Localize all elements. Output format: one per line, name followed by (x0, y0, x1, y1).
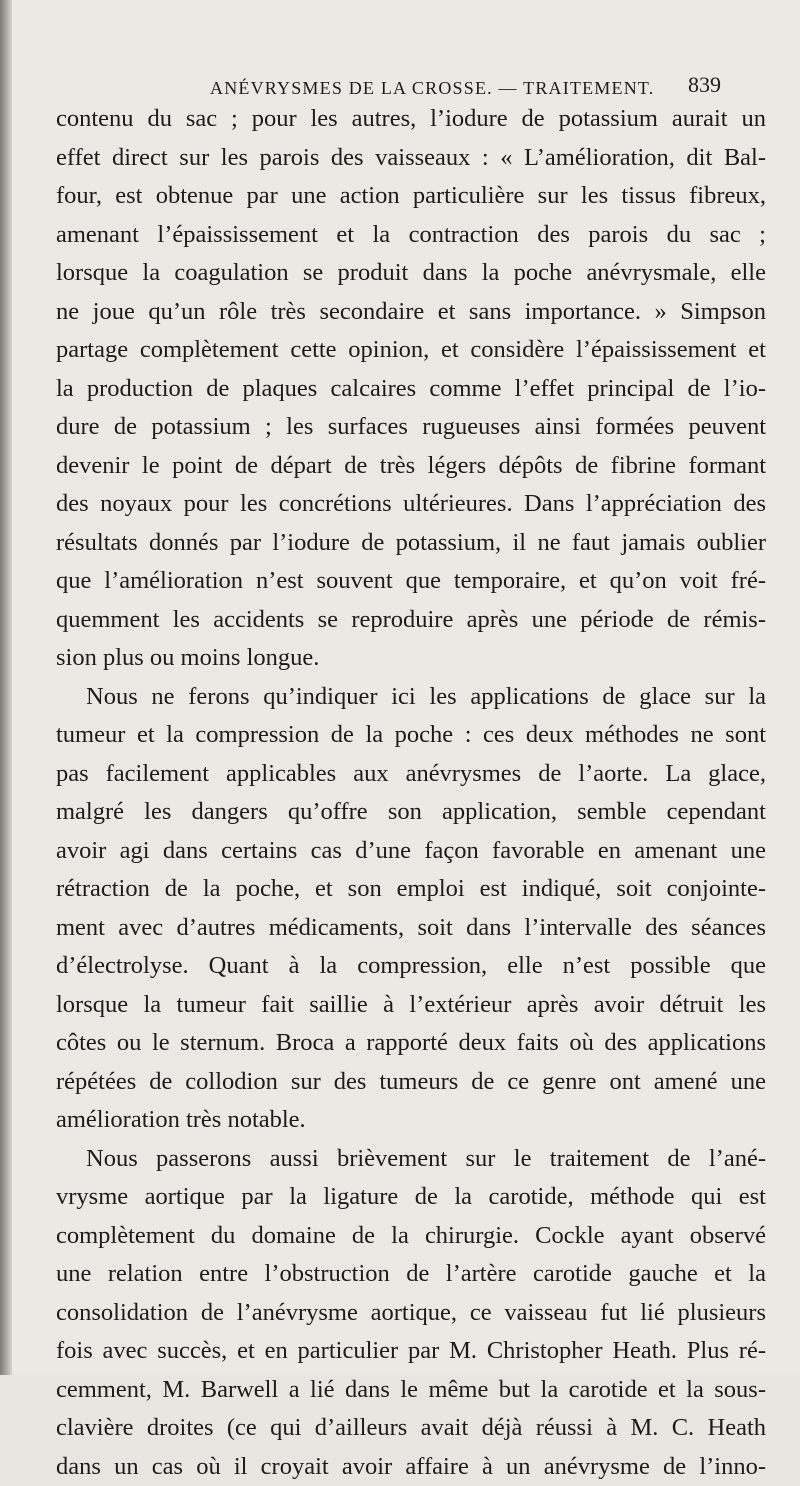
text-line: clavière droites (ce qui d’ailleurs avait déjà réussi à M. C. Heath (56, 1409, 766, 1448)
text-line: d’électrolyse. Quant à la compression, elle n’est possible que (56, 947, 766, 986)
text-line: complètement du domaine de la chirurgie. Cockle ayant observé (56, 1217, 766, 1256)
paragraph-end-line: amélioration très notable. (56, 1101, 766, 1140)
text-line: tumeur et la compression de la poche : ces deux méthodes ne sont (56, 716, 766, 755)
text-line: cemment, M. Barwell a lié dans le même but la carotide et la sous- (56, 1371, 766, 1410)
text-line: dure de potassium ; les surfaces rugueuses ainsi formées peuvent (56, 408, 766, 447)
text-line: des noyaux pour les concrétions ultérieures. Dans l’appréciation des (56, 485, 766, 524)
page-binding-edge (0, 0, 12, 1375)
body-text (56, 100, 766, 1486)
text-line: amenant l’épaississement et la contraction des parois du sac ; (56, 216, 766, 255)
text-line: vrysme aortique par la ligature de la carotide, méthode qui est (56, 1178, 766, 1217)
running-header: ANÉVRYSMES DE LA CROSSE. — TRAITEMENT. (210, 78, 650, 99)
text-line: partage complètement cette opinion, et considère l’épaississement et (56, 331, 766, 370)
text-line: rétraction de la poche, et son emploi est indiqué, soit conjointe- (56, 870, 766, 909)
text-line: ment avec d’autres médicaments, soit dans l’intervalle des séances (56, 909, 766, 948)
text-line: répétées de collodion sur des tumeurs de ce genre ont amené une (56, 1063, 766, 1102)
text-line: devenir le point de départ de très légers dépôts de fibrine formant (56, 447, 766, 486)
text-line: la production de plaques calcaires comme l’effet principal de l’io- (56, 370, 766, 409)
text-line: quemment les accidents se reproduire après une période de rémis- (56, 601, 766, 640)
text-line: côtes ou le sternum. Broca a rapporté deux faits où des applications (56, 1024, 766, 1063)
text-line: une relation entre l’obstruction de l’artère carotide gauche et la (56, 1255, 766, 1294)
text-line: pas facilement applicables aux anévrysmes de l’aorte. La glace, (56, 755, 766, 794)
text-line: avoir agi dans certains cas d’une façon favorable en amenant une (56, 832, 766, 871)
paragraph-end-line: sion plus ou moins longue. (56, 639, 766, 678)
text-line: ne joue qu’un rôle très secondaire et sans importance. » Simpson (56, 293, 766, 332)
text-line: effet direct sur les parois des vaisseaux : « L’amélioration, dit Bal- (56, 139, 766, 178)
text-line: dans un cas où il croyait avoir affaire à un anévrysme de l’inno- (56, 1448, 766, 1486)
text-line: contenu du sac ; pour les autres, l’iodure de potassium aurait un (56, 100, 766, 139)
text-line: résultats donnés par l’iodure de potassium, il ne faut jamais oublier (56, 524, 766, 563)
text-line: fois avec succès, et en particulier par M. Christopher Heath. Plus ré- (56, 1332, 766, 1371)
text-line: malgré les dangers qu’offre son application, semble cependant (56, 793, 766, 832)
text-line: consolidation de l’anévrysme aortique, ce vaisseau fut lié plusieurs (56, 1294, 766, 1333)
paragraph-start-line: Nous passerons aussi brièvement sur le traitement de l’ané- (56, 1140, 766, 1179)
text-line: four, est obtenue par une action particulière sur les tissus fibreux, (56, 177, 766, 216)
paragraph-start-line: Nous ne ferons qu’indiquer ici les applications de glace sur la (56, 678, 766, 717)
text-line: que l’amélioration n’est souvent que temporaire, et qu’on voit fré- (56, 562, 766, 601)
text-line: lorsque la coagulation se produit dans la poche anévrysmale, elle (56, 254, 766, 293)
page-number: 839 (688, 72, 721, 98)
text-line: lorsque la tumeur fait saillie à l’extérieur après avoir détruit les (56, 986, 766, 1025)
